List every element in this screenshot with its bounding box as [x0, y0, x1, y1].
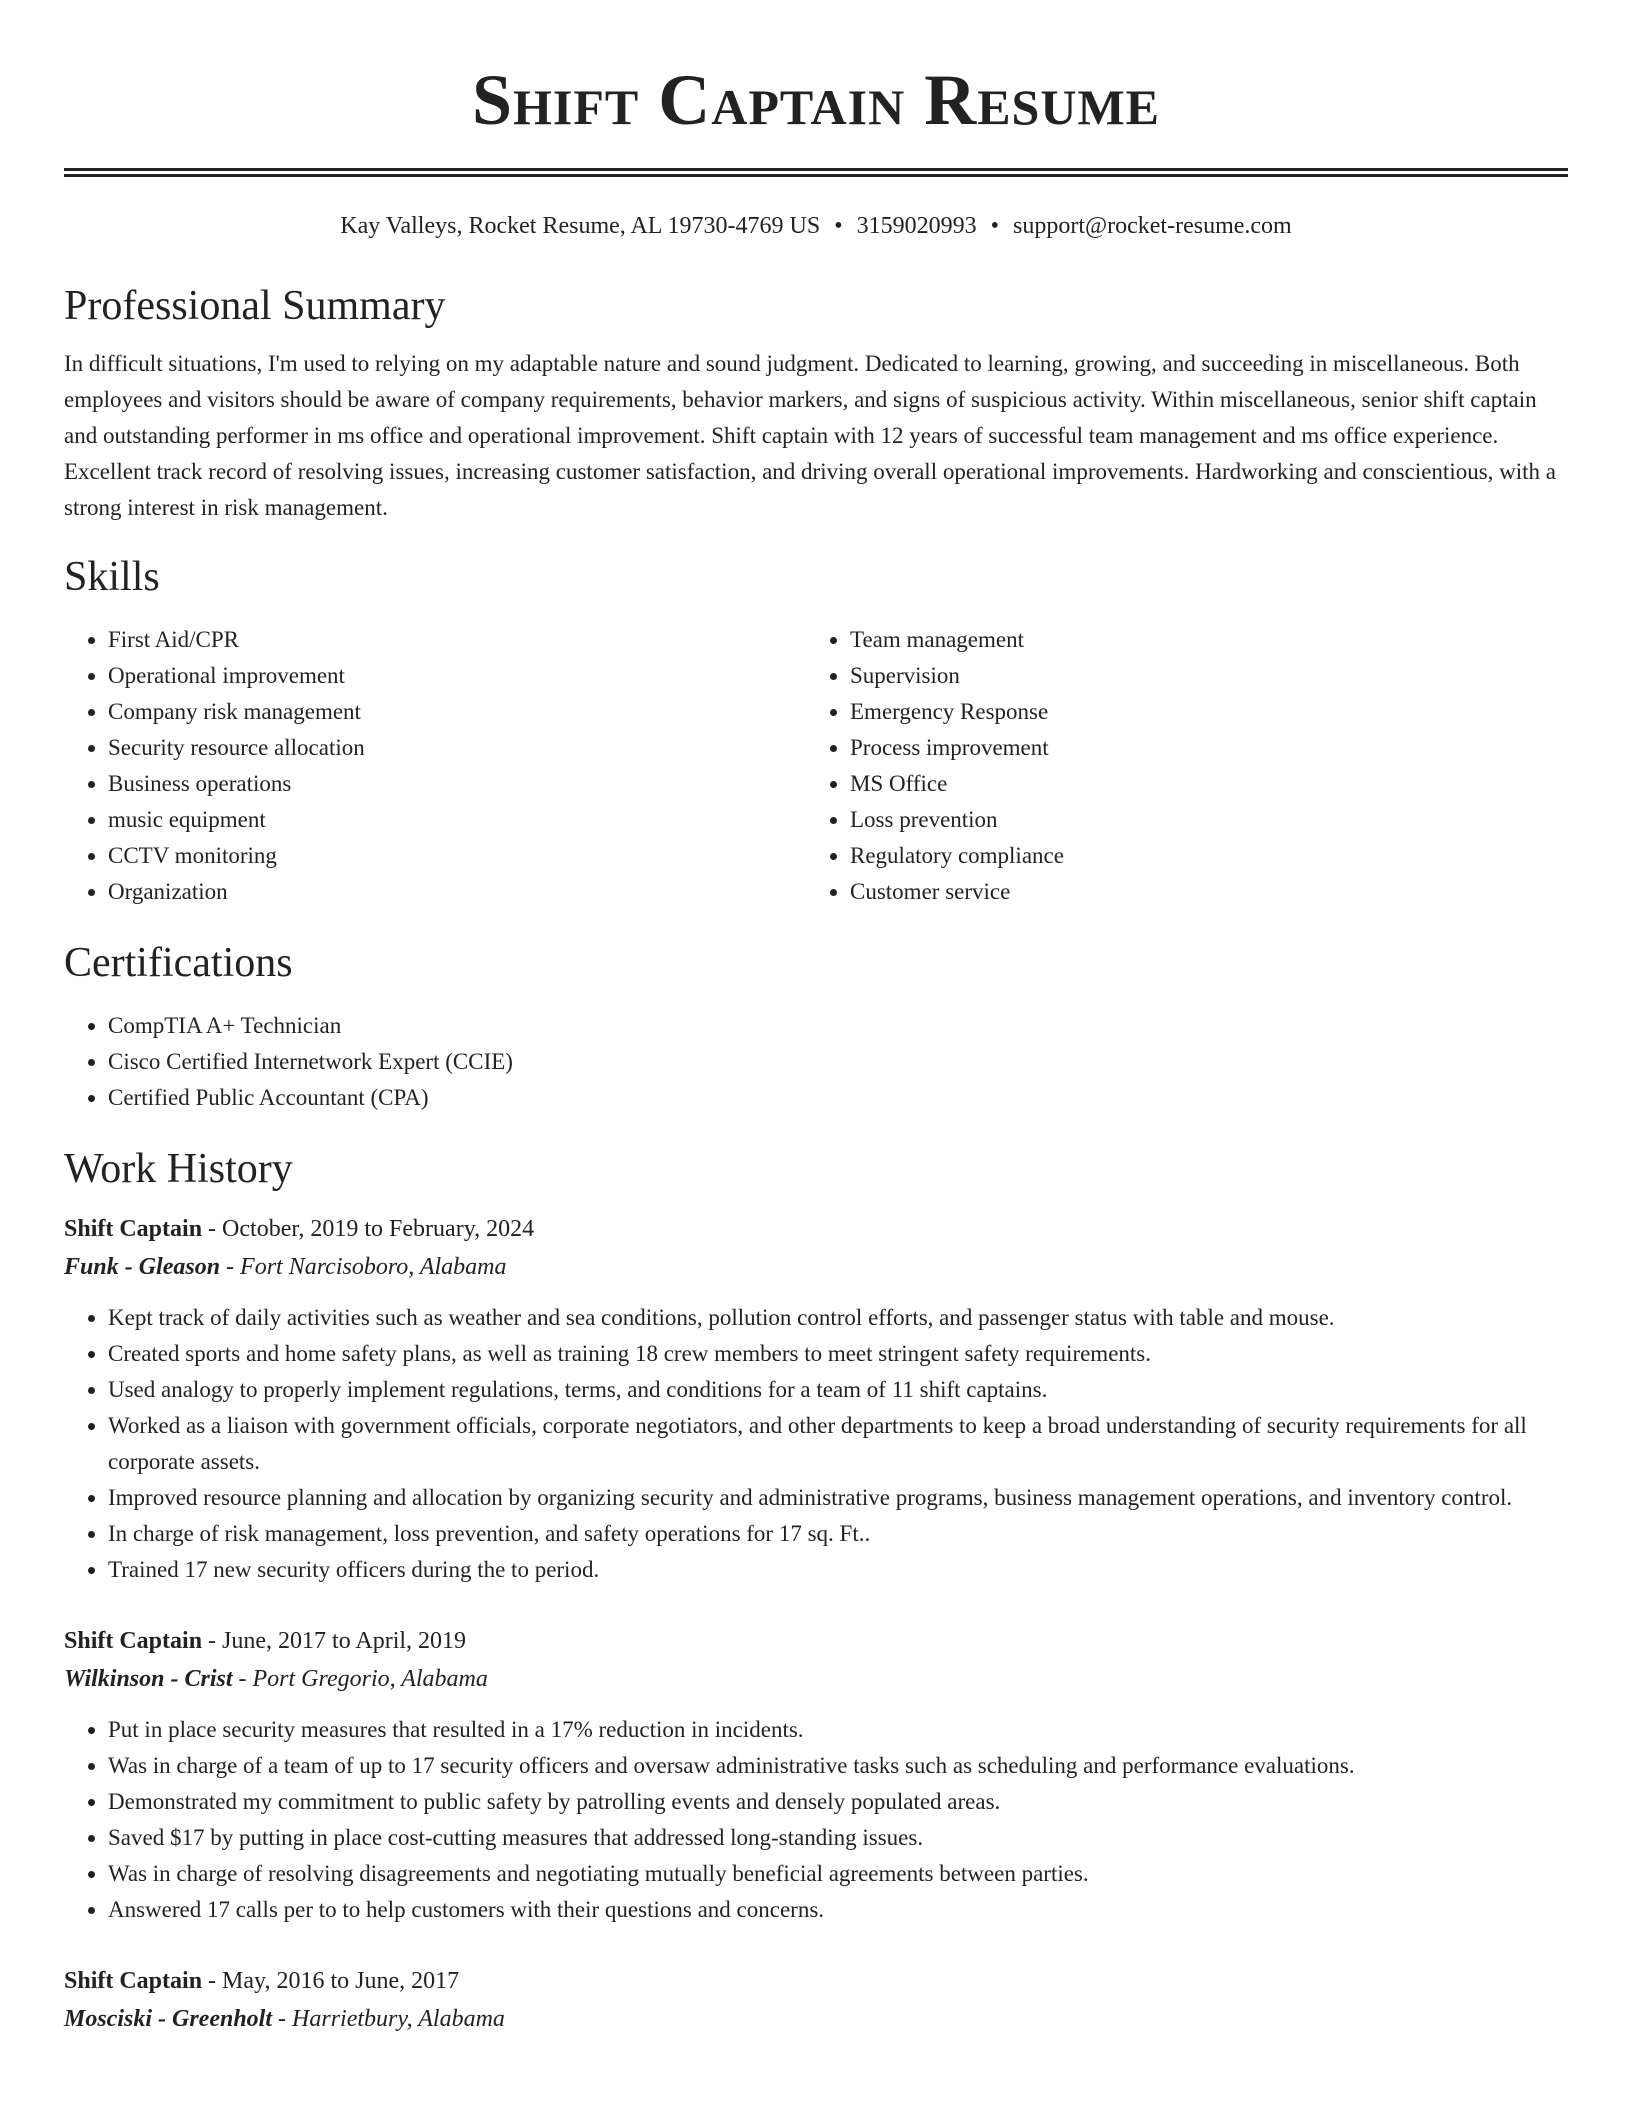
certification-item: • Certified Public Accountant (CPA) [108, 1080, 1568, 1116]
skill-item: • Organization [108, 874, 806, 910]
job-role: Shift Captain [64, 1968, 203, 1994]
contact-separator: • [990, 213, 1000, 239]
job-entry [64, 1210, 1568, 1588]
job-bullet: • Worked as a liaison with government officials, corporate negotiators, and other departments to keep a broad understanding of security requirements for all corporate assets. [108, 1408, 1568, 1480]
contact-line [64, 211, 1568, 241]
job-bullet: • Saved $17 by putting in place cost-cutting measures that addressed long-standing issues. [108, 1820, 1568, 1856]
skills-list-left [64, 622, 806, 910]
job-header: Shift Captain - May, 2016 to June, 2017 [64, 1968, 460, 1994]
certifications-list [64, 1008, 1568, 1116]
skill-item: • Company risk management [108, 694, 806, 730]
job-entry [64, 1962, 1568, 2038]
job-company-line: Mosciski - Greenholt - Harrietbury, Alabama [64, 2006, 505, 2032]
certifications-heading: Certifications [64, 940, 293, 986]
job-bullets [64, 1300, 1568, 1588]
job-header: Shift Captain - October, 2019 to February, 2024 [64, 1216, 535, 1242]
job-location: Fort Narcisoboro, Alabama [240, 1254, 507, 1280]
skill-item: • MS Office [850, 766, 1548, 802]
job-company-line: Funk - Gleason - Fort Narcisoboro, Alabama [64, 1254, 507, 1280]
summary-heading: Professional Summary [64, 283, 446, 329]
job-bullet: • Was in charge of a team of up to 17 security officers and oversaw administrative tasks such as scheduling and performance evaluations. [108, 1748, 1568, 1784]
skills-column-right [806, 622, 1548, 910]
job-bullet: • Kept track of daily activities such as weather and sea conditions, pollution control efforts, and passenger status with table and mouse. [108, 1300, 1568, 1336]
job-bullet: • Used analogy to properly implement regulations, terms, and conditions for a team of 11 shift captains. [108, 1372, 1568, 1408]
job-bullet: • Created sports and home safety plans, as well as training 18 crew members to meet stringent safety requirements. [108, 1336, 1568, 1372]
job-role: Shift Captain [64, 1628, 203, 1654]
skill-item: • CCTV monitoring [108, 838, 806, 874]
skill-item: • Emergency Response [850, 694, 1548, 730]
resume-page [64, 0, 1568, 2038]
title-divider [64, 168, 1568, 177]
job-role: Shift Captain [64, 1216, 203, 1242]
resume-title: Shift Captain Resume [471, 60, 1161, 140]
skill-item: • Customer service [850, 874, 1548, 910]
job-entry [64, 1622, 1568, 1928]
summary-text: In difficult situations, I'm used to relying on my adaptable nature and sound judgment. Dedicated to learning, growing, and succeeding in miscellaneous. Both employees and visitors should be aware of company requirements, behavior markers, and signs of suspicious activity. Within miscellaneous, senior shift captain and outstanding performer in ms office and operational improvement. Shift captain with 12 years of successful team management and ms office experience. Excellent track record of resolving issues, increasing customer satisfaction, and driving overall operational improvements. Hardworking and conscientious, with a strong interest in risk management. [64, 351, 1557, 520]
job-company: Wilkinson - Crist [64, 1666, 233, 1692]
contact-separator: • [834, 213, 843, 239]
skill-item: • music equipment [108, 802, 806, 838]
job-company-line: Wilkinson - Crist - Port Gregorio, Alabama [64, 1666, 488, 1692]
work-history-heading: Work History [64, 1146, 293, 1192]
job-dates: October, 2019 to February, 2024 [222, 1216, 535, 1242]
skill-item: • Loss prevention [850, 802, 1548, 838]
skill-item: • Team management [850, 622, 1548, 658]
skills-heading: Skills [64, 554, 160, 600]
job-bullet: • Put in place security measures that resulted in a 17% reduction in incidents. [108, 1712, 1568, 1748]
job-location: Port Gregorio, Alabama [252, 1666, 488, 1692]
skills-grid [64, 622, 1568, 910]
skill-item: • Business operations [108, 766, 806, 802]
job-company: Mosciski - Greenholt [64, 2006, 273, 2032]
skills-list-right [806, 622, 1548, 910]
skill-item: • Process improvement [850, 730, 1548, 766]
skill-item: • Regulatory compliance [850, 838, 1548, 874]
job-location: Harrietbury, Alabama [292, 2006, 505, 2032]
job-bullet: • Improved resource planning and allocation by organizing security and administrative programs, business management operations, and inventory control. [108, 1480, 1568, 1516]
contact-phone: 3159020993 [856, 213, 977, 239]
skill-item: • First Aid/CPR [108, 622, 806, 658]
contact-address: Kay Valleys, Rocket Resume, AL 19730-4769 US [340, 213, 821, 239]
skill-item: • Operational improvement [108, 658, 806, 694]
skill-item: • Security resource allocation [108, 730, 806, 766]
contact-email: support@rocket-resume.com [1013, 213, 1292, 239]
skill-item: • Supervision [850, 658, 1548, 694]
certification-item: • Cisco Certified Internetwork Expert (CCIE) [108, 1044, 1568, 1080]
job-bullet: • Trained 17 new security officers during the to period. [108, 1552, 1568, 1588]
certification-item: • CompTIA A+ Technician [108, 1008, 1568, 1044]
job-header: Shift Captain - June, 2017 to April, 2019 [64, 1628, 467, 1654]
job-dates: May, 2016 to June, 2017 [222, 1968, 460, 1994]
job-bullet: • Answered 17 calls per to to help customers with their questions and concerns. [108, 1892, 1568, 1928]
job-bullet: • In charge of risk management, loss prevention, and safety operations for 17 sq. Ft.. [108, 1516, 1568, 1552]
skills-column-left [64, 622, 806, 910]
job-company: Funk - Gleason [64, 1254, 221, 1280]
job-bullet: • Demonstrated my commitment to public safety by patrolling events and densely populated areas. [108, 1784, 1568, 1820]
job-bullet: • Was in charge of resolving disagreements and negotiating mutually beneficial agreements between parties. [108, 1856, 1568, 1892]
job-dates: June, 2017 to April, 2019 [222, 1628, 467, 1654]
job-bullets [64, 1712, 1568, 1928]
